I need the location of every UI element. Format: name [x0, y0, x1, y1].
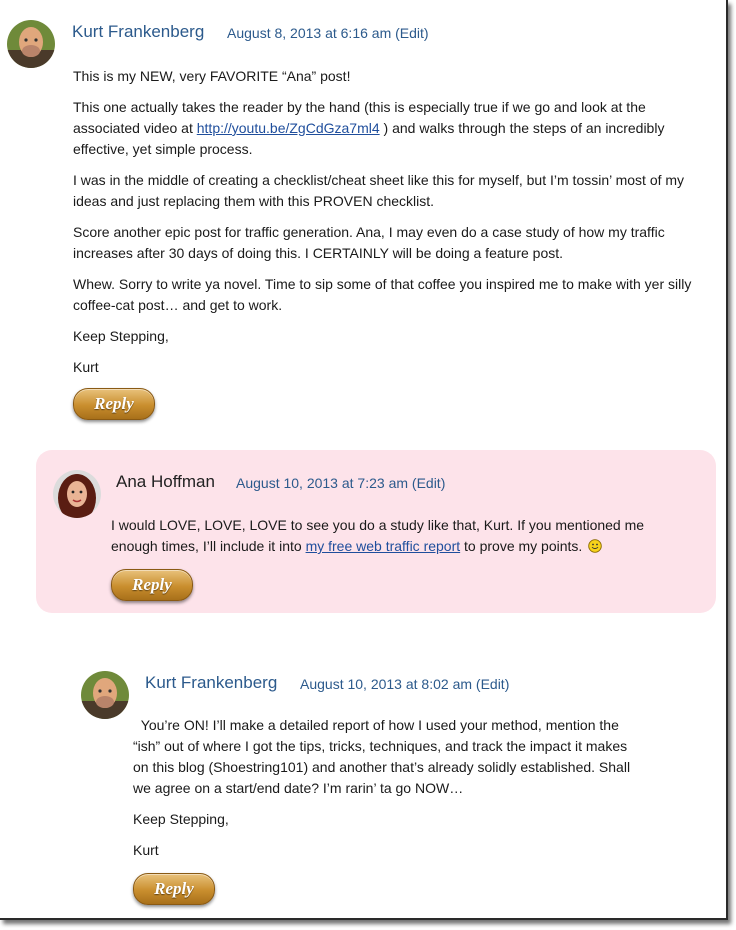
- comment-paragraph: Score another epic post for traffic generation. Ana, I may even do a case study of how my traffic increases after 30 days of doing this. I CERTAINLY will be doing a feature post.: [73, 224, 665, 261]
- avatar-kurt[interactable]: [81, 671, 129, 719]
- comment-author[interactable]: Kurt Frankenberg: [72, 22, 205, 41]
- comment-author[interactable]: Ana Hoffman: [116, 472, 215, 491]
- reply-button[interactable]: Reply: [111, 569, 193, 601]
- comment-meta[interactable]: August 8, 2013 at 6:16 am (Edit): [227, 25, 429, 41]
- comment-body: [111, 515, 671, 567]
- comment-paragraph: Kurt: [133, 842, 159, 858]
- comment-paragraph: Keep Stepping,: [73, 328, 169, 344]
- avatar-ana[interactable]: [53, 470, 101, 518]
- reply-button[interactable]: Reply: [133, 873, 215, 905]
- comment-author[interactable]: Kurt Frankenberg: [145, 673, 278, 692]
- comment-text: ) and walks through the steps of an incredibly effective, yet simple process.: [73, 120, 665, 157]
- comment-paragraph: This is my NEW, very FAVORITE “Ana” post!: [73, 68, 351, 84]
- comment-paragraph: Kurt: [73, 359, 99, 375]
- traffic-report-link[interactable]: my free web traffic report: [305, 538, 461, 554]
- comment-paragraph: [111, 515, 671, 557]
- comment-paragraph: Keep Stepping,: [133, 811, 229, 827]
- comment-text: This one actually takes the reader by the hand (this is especially true if we go and look at the associated video at: [73, 99, 646, 136]
- avatar-kurt[interactable]: [7, 20, 55, 68]
- smiley-icon: [588, 539, 602, 553]
- comment-paragraph: [73, 97, 703, 160]
- video-link[interactable]: http://youtu.be/ZgCdGza7ml4: [196, 120, 380, 136]
- comment-meta[interactable]: August 10, 2013 at 8:02 am (Edit): [300, 676, 510, 692]
- comment-paragraph: I was in the middle of creating a checklist/cheat sheet like this for myself, but I’m tossin’ most of my ideas and just replacing them with this PROVEN checklist.: [73, 172, 685, 209]
- comment-paragraph: You’re ON! I’ll make a detailed report of how I used your method, mention the “ish” out of where I got the tips, tricks, techniques, and track the impact it makes on this blog (Shoestring101) and another that’s already solidly established. Shall we agree on a start/end date? I’m rarin’ ta go NOW…: [133, 717, 634, 796]
- comment-paragraph: Whew. Sorry to write ya novel. Time to sip some of that coffee you inspired me to make with yer silly coffee-cat post… and get to work.: [73, 276, 692, 313]
- reply-button[interactable]: Reply: [73, 388, 155, 420]
- comment-text: I would LOVE, LOVE, LOVE to see you do a study like that, Kurt. If you mentioned me enough times, I’ll include it into: [111, 517, 645, 554]
- comment-text: to prove my points.: [460, 538, 587, 554]
- comment-body: [73, 66, 703, 388]
- comment-meta[interactable]: August 10, 2013 at 7:23 am (Edit): [236, 475, 446, 491]
- comment-body: [133, 715, 638, 871]
